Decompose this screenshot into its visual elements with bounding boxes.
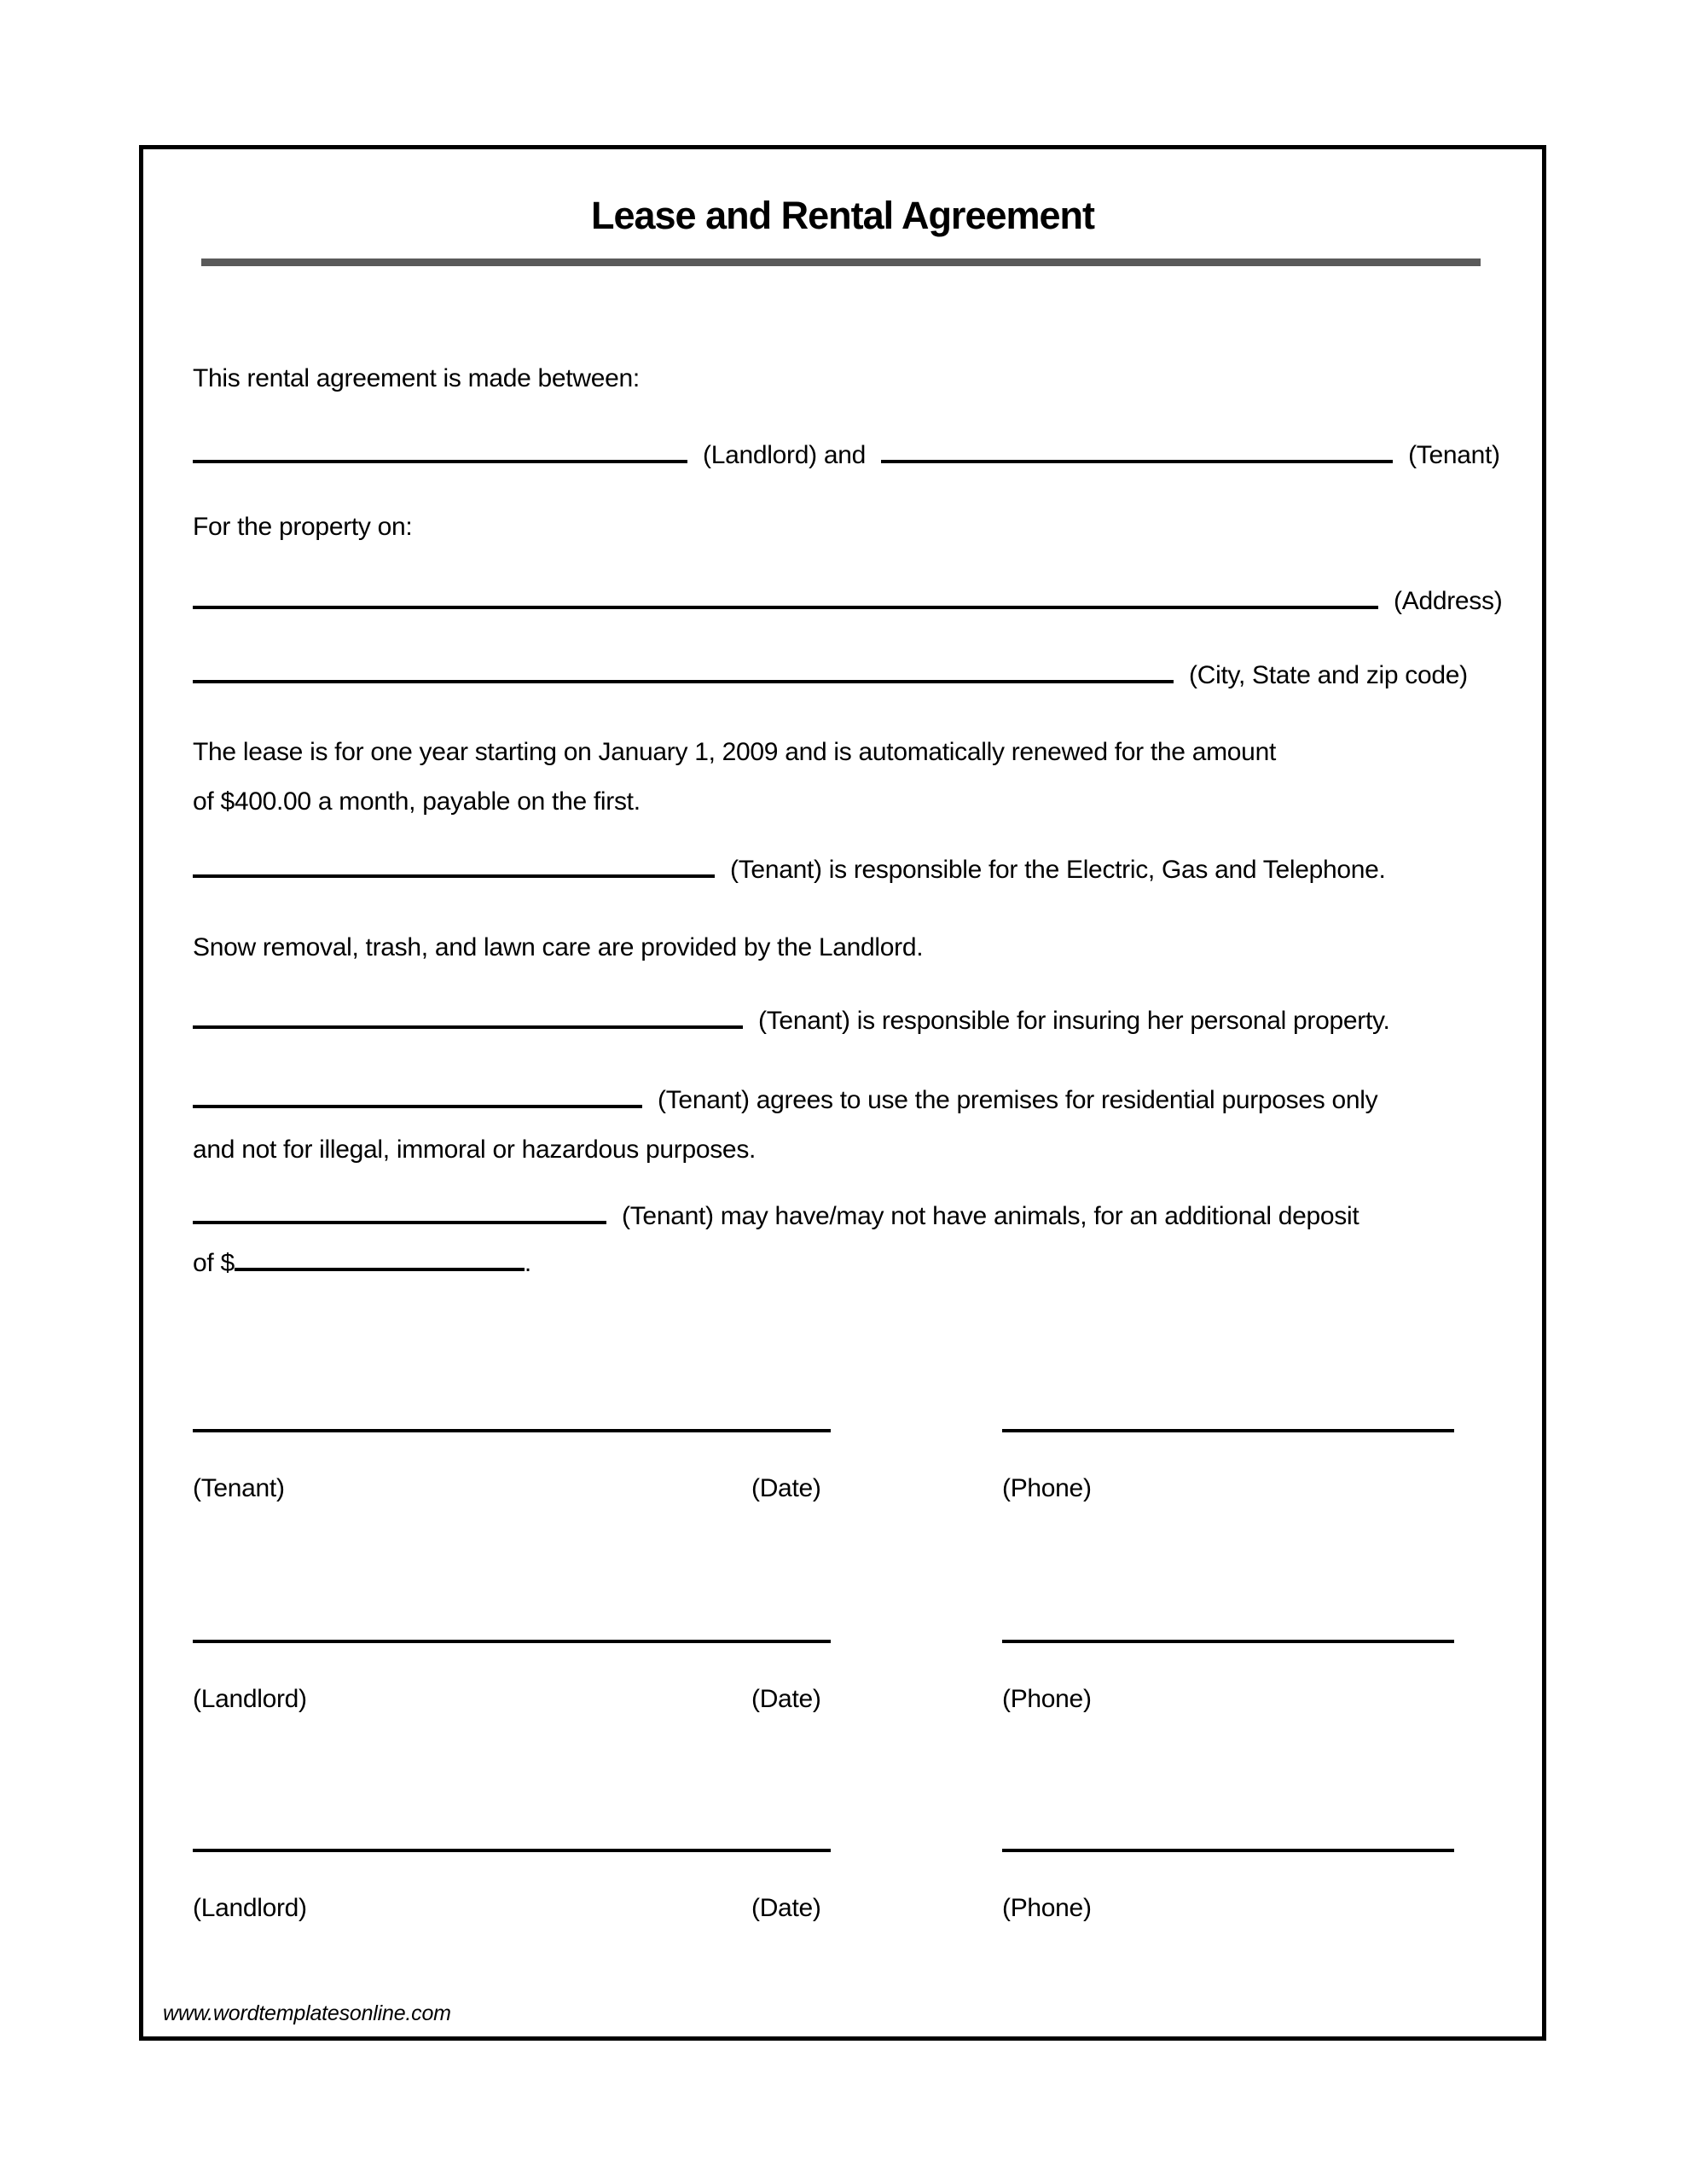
signature-phone-label: (Phone) xyxy=(1002,1894,1092,1922)
utilities-tenant-blank xyxy=(193,853,715,879)
signature-row-landlord-1 xyxy=(193,1640,1523,1718)
landlord-signature-date-line xyxy=(193,1640,831,1643)
deposit-amount-blank xyxy=(235,1246,525,1272)
signature-phone-label: (Phone) xyxy=(1002,1685,1092,1713)
signature-party-label: (Landlord) xyxy=(193,1894,307,1922)
address-blank xyxy=(193,584,1378,610)
page-border xyxy=(139,145,1546,2041)
residential-line2: and not for illegal, immoral or hazardous purposes. xyxy=(193,1136,757,1164)
landlord-services-text: Snow removal, trash, and lawn care are provided by the Landlord. xyxy=(193,933,924,961)
tenant-signature-date-line xyxy=(193,1429,831,1432)
signature-lines xyxy=(193,1640,1523,1643)
landlord-label: (Landlord) and xyxy=(703,441,866,469)
residential-line1 xyxy=(193,1076,1523,1125)
tenant-label: (Tenant) xyxy=(1408,441,1500,469)
lease-term-paragraph xyxy=(193,728,1523,827)
landlord-name-blank xyxy=(193,439,687,464)
residential-paragraph xyxy=(193,1076,1523,1175)
signature-labels xyxy=(193,1890,1523,1927)
residential-tenant-blank xyxy=(193,1083,642,1109)
parties-line xyxy=(193,437,1523,474)
deposit-suffix-text: . xyxy=(524,1249,531,1277)
intro-line xyxy=(193,360,1523,398)
address-label: (Address) xyxy=(1394,587,1503,615)
deposit-line xyxy=(193,1245,1523,1282)
tenant-phone-line xyxy=(1002,1429,1454,1432)
signature-labels xyxy=(193,1681,1523,1718)
intro-text: This rental agreement is made between: xyxy=(193,364,640,392)
landlord-signature-date-line xyxy=(193,1849,831,1852)
title-divider xyxy=(201,258,1481,266)
residential-text1: (Tenant) agrees to use the premises for residential purposes only xyxy=(658,1086,1378,1114)
utilities-text: (Tenant) is responsible for the Electric, Gas and Telephone. xyxy=(730,856,1386,884)
signature-lines xyxy=(193,1429,1523,1432)
landlord-phone-line xyxy=(1002,1640,1454,1643)
address-line xyxy=(193,583,1523,620)
signature-lines xyxy=(193,1849,1523,1852)
signature-labels xyxy=(193,1470,1523,1507)
city-state-zip-line xyxy=(193,657,1523,694)
footer-url: www.wordtemplatesonline.com xyxy=(163,2001,451,2025)
signature-row-tenant xyxy=(193,1429,1523,1507)
deposit-prefix-text: of $ xyxy=(193,1249,235,1277)
property-on-line xyxy=(193,508,1523,546)
signature-date-label: (Date) xyxy=(751,1894,821,1922)
utilities-line xyxy=(193,851,1523,889)
property-on-text: For the property on: xyxy=(193,513,413,541)
insurance-text: (Tenant) is responsible for insuring her personal property. xyxy=(758,1007,1390,1035)
landlord-phone-line xyxy=(1002,1849,1454,1852)
animals-tenant-blank xyxy=(193,1199,606,1225)
animals-line xyxy=(193,1198,1523,1235)
signature-row-landlord-2 xyxy=(193,1849,1523,1927)
lease-term-line2: of $400.00 a month, payable on the first. xyxy=(193,787,641,816)
signature-date-label: (Date) xyxy=(751,1474,821,1502)
insurance-line xyxy=(193,1002,1523,1040)
insurance-tenant-blank xyxy=(193,1004,743,1030)
lease-term-line1: The lease is for one year starting on January 1, 2009 and is automatically renewed for the amount xyxy=(193,738,1276,766)
signature-date-label: (Date) xyxy=(751,1685,821,1713)
city-state-zip-label: (City, State and zip code) xyxy=(1189,661,1468,689)
landlord-services-line xyxy=(193,929,1523,967)
tenant-name-blank xyxy=(881,439,1393,464)
signature-party-label: (Landlord) xyxy=(193,1685,307,1713)
city-state-zip-blank xyxy=(193,659,1174,684)
signature-party-label: (Tenant) xyxy=(193,1474,285,1502)
page-title: Lease and Rental Agreement xyxy=(590,194,1095,237)
signature-phone-label: (Phone) xyxy=(1002,1474,1092,1502)
animals-text: (Tenant) may have/may not have animals, for an additional deposit xyxy=(622,1202,1359,1230)
